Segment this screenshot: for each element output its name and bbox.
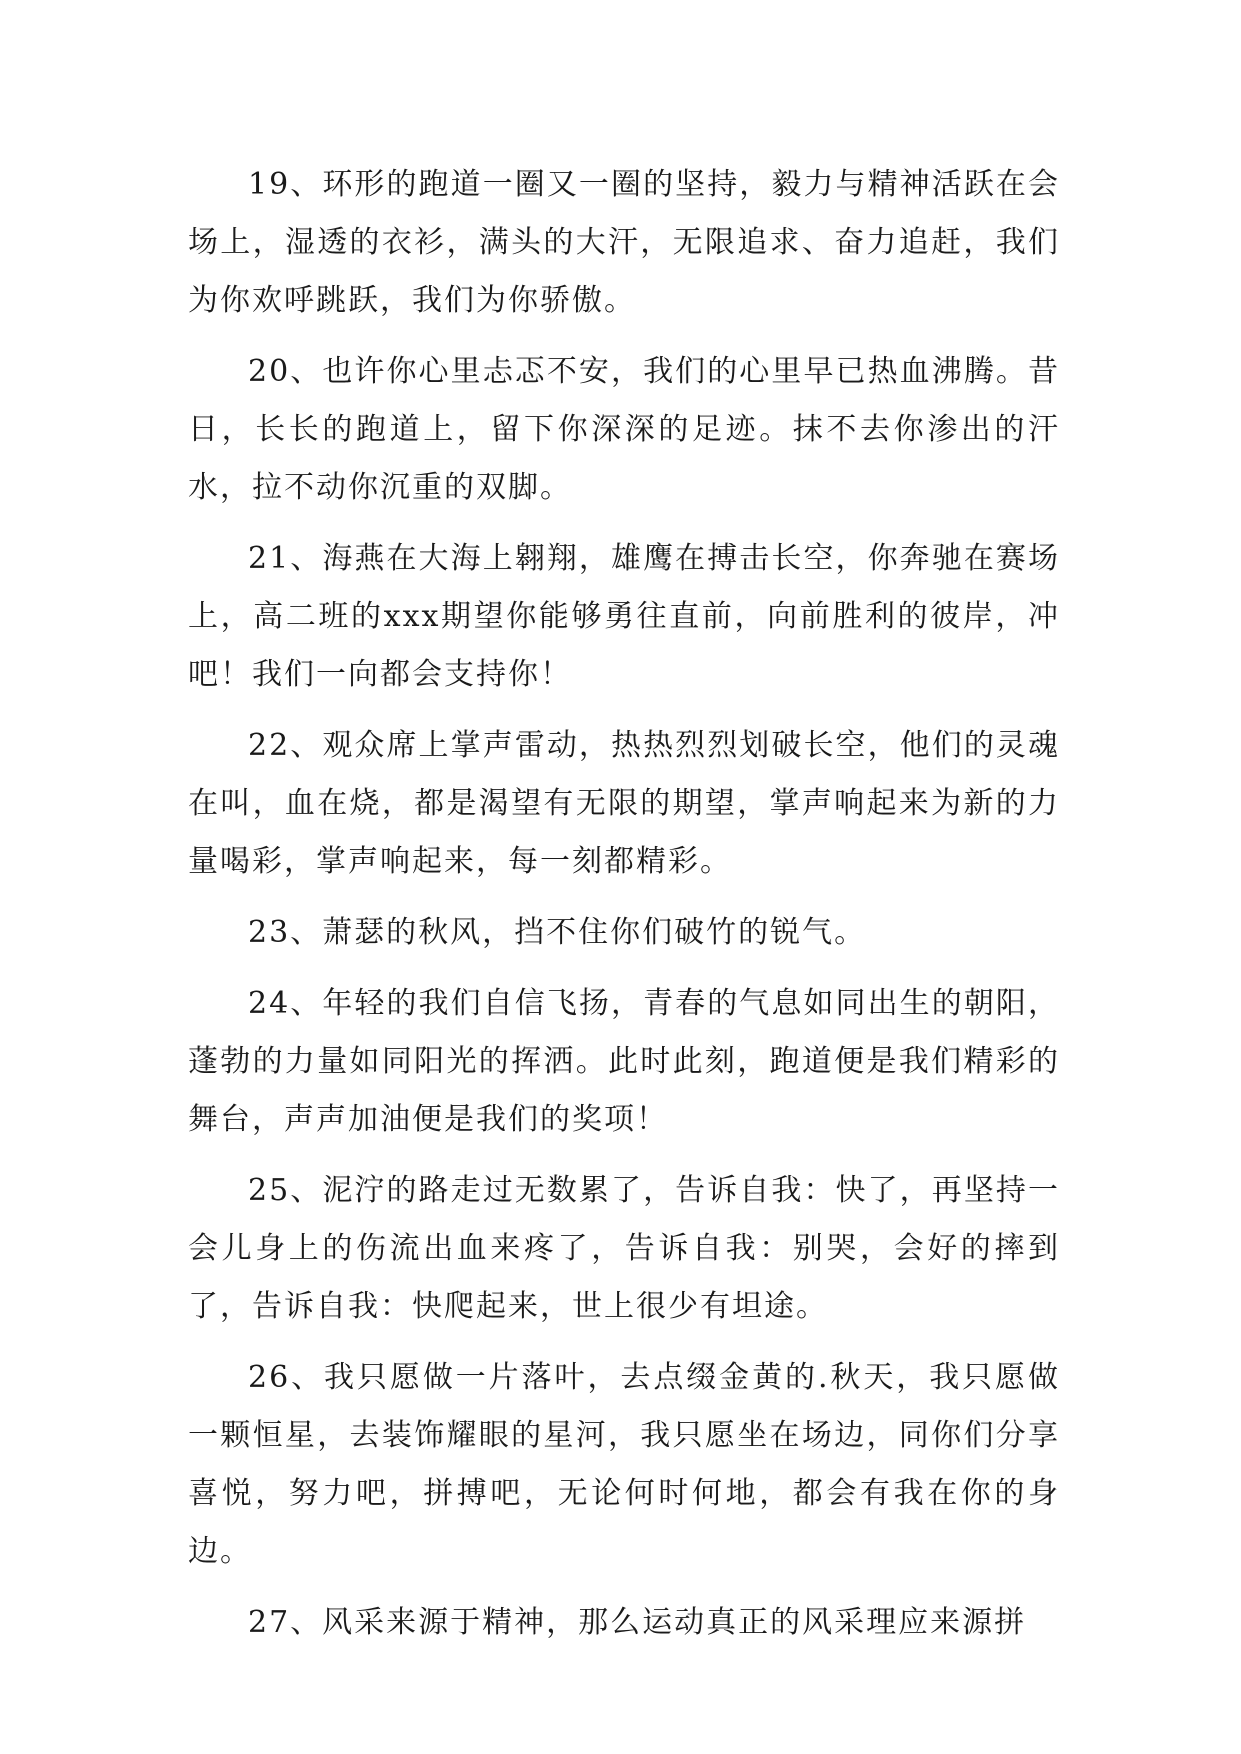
paragraph-25: 25、泥泞的路走过无数累了，告诉自我：快了，再坚持一会儿身上的伤流出血来疼了，告诉自我：别哭，会好的摔到了，告诉自我：快爬起来，世上很少有坦途。 (188, 1173, 1060, 1324)
paragraph-19: 19、环形的跑道一圈又一圈的坚持，毅力与精神活跃在会场上，湿透的衣衫，满头的大汗，无限追求、奋力追赶，我们为你欢呼跳跃，我们为你骄傲。 (188, 167, 1060, 318)
paragraph-23: 23、萧瑟的秋风，挡不住你们破竹的锐气。 (248, 915, 867, 950)
document-body (188, 156, 1060, 1665)
paragraph-21: 21、海燕在大海上翱翔，雄鹰在搏击长空，你奔驰在赛场上，高二班的xxx期望你能够勇往直前，向前胜利的彼岸，冲吧！我们一向都会支持你！ (188, 541, 1060, 692)
paragraph-24: 24、年轻的我们自信飞扬，青春的气息如同出生的朝阳，蓬勃的力量如同阳光的挥洒。此时此刻，跑道便是我们精彩的舞台，声声加油便是我们的奖项！ (188, 986, 1060, 1137)
paragraph-22: 22、观众席上掌声雷动，热热烈烈划破长空，他们的灵魂在叫，血在烧，都是渴望有无限的期望，掌声响起来为新的力量喝彩，掌声响起来，每一刻都精彩。 (188, 728, 1060, 879)
paragraph-26: 26、我只愿做一片落叶，去点缀金黄的.秋天，我只愿做一颗恒星，去装饰耀眼的星河，我只愿坐在场边，同你们分享喜悦，努力吧，拼搏吧，无论何时何地，都会有我在你的身边。 (188, 1360, 1060, 1569)
paragraph-20: 20、也许你心里忐忑不安，我们的心里早已热血沸腾。昔日，长长的跑道上，留下你深深的足迹。抹不去你渗出的汗水，拉不动你沉重的双脚。 (188, 354, 1060, 505)
paragraph-27: 27、风采来源于精神，那么运动真正的风采理应来源拼 (248, 1605, 1027, 1640)
